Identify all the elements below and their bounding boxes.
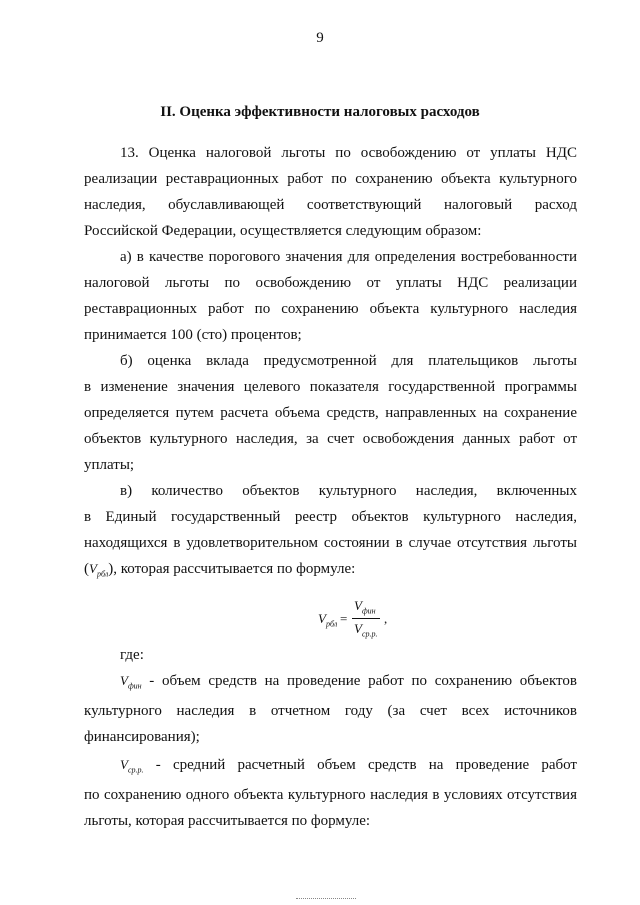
item-a-line-2: налоговой льготы по освобождению от уплаты НДС реализации [84,275,577,291]
vfin-letter: V [120,673,128,688]
scan-artifact-divider [296,898,356,901]
vsr-line-1-text: - средний расчетный объем средств на проведение работ [143,757,577,773]
section-heading: II. Оценка эффективности налоговых расходов [160,104,480,120]
vsr-letter: V [120,757,128,772]
vfin-subscript: фин [127,681,142,691]
where-label: где: [120,647,144,663]
vfin-line-3: финансирования); [84,729,200,745]
v-rbl-subscript: рбл [96,569,109,579]
v-rbl-letter: V [89,561,97,576]
page-number: 9 [316,30,324,46]
vsr-subscript: ср.р. [127,765,144,775]
paragraph-13-line-3: наследия, обуславливающей соответствующий налоговый расход [84,197,577,213]
item-b-line-5: уплаты; [84,457,135,473]
vsr-line-3: льготы, которая рассчитывается по формуле: [84,813,371,829]
item-b-line-1: б) оценка вклада предусмотренной для плательщиков льготы [120,353,577,369]
item-b-line-2: в изменение значения целевого показателя государственной программы [84,379,577,395]
item-b-line-4: объектов культурного наследия, за счет освобождения данных работ от [84,431,577,447]
formula-denominator [354,621,378,639]
formula-comma: , [384,611,388,626]
paragraph-13-line-4: Российской Федерации, осуществляется следующим образом: [84,223,482,239]
item-v-line-2: в Единый государственный реестр объектов культурного наследия, [84,509,577,525]
vfin-line-2: культурного наследия в отчетном году (за счет всех источников [84,703,577,719]
vfin-line-1-text: - объем средств на проведение работ по сохранению объектов [141,673,577,689]
vsr-line-2: по сохранению одного объекта культурного наследия в условиях отсутствия [84,787,577,803]
formula-num-letter: V [354,598,362,613]
formula-fraction-bar [352,618,380,619]
formula-lhs-subscript: рбл [325,619,338,629]
item-v-line-4 [84,560,577,584]
formula-v-rbl [318,598,438,638]
formula-num-subscript: фин [361,606,376,616]
item-v-line-3: находящихся в удовлетворительном состоянии в случае отсутствия льготы [84,535,577,551]
formula-den-subscript: ср.р. [361,629,378,639]
item-a-line-1: а) в качестве порогового значения для определения востребованности [120,249,577,265]
item-v-line-4-rest: ), которая рассчитывается по формуле: [108,561,356,577]
item-b-line-3: определяется путем расчета объема средств, направленных на сохранение [84,405,577,421]
vsr-symbol [120,757,144,775]
paragraph-13-line-1: 13. Оценка налоговой льготы по освобождению от уплаты НДС [120,145,577,161]
formula-den-letter: V [354,621,362,636]
paragraph-13-line-2: реализации реставрационных работ по сохранению объекта культурного [84,171,577,187]
formula-lhs-letter: V [318,611,326,626]
formula-equals: = [340,611,348,626]
item-a-line-3: реставрационных работ по сохранению объекта культурного наследия [84,301,577,317]
vsr-line-1 [120,756,577,780]
item-v-open-paren: ( [84,561,89,577]
item-a-line-4: принимается 100 (сто) процентов; [84,327,302,343]
v-rbl-symbol [89,561,109,579]
formula-lhs [318,611,337,629]
vfin-symbol [120,673,142,691]
vfin-line-1 [120,672,577,696]
formula-numerator [354,598,376,616]
item-v-line-1: в) количество объектов культурного наследия, включенных [120,483,577,499]
